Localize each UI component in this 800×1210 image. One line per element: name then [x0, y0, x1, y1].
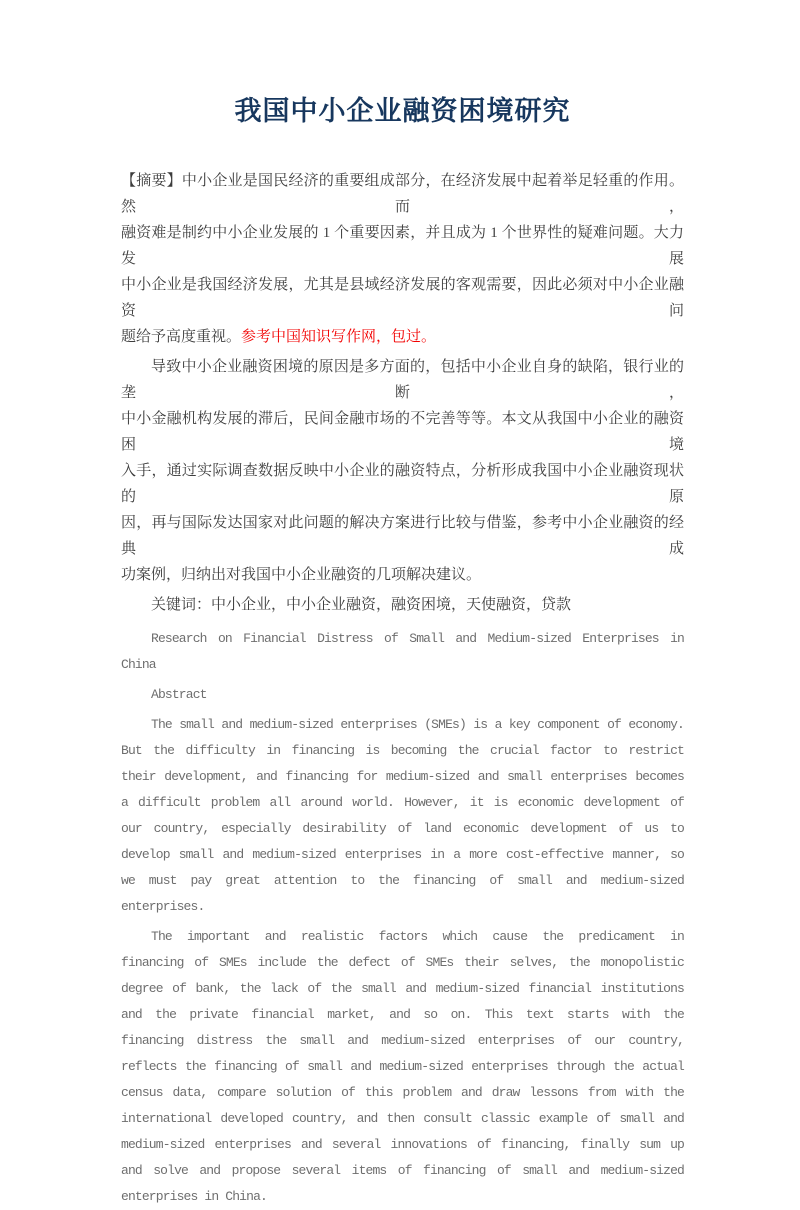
text-line: a difficult problem all around world. However, it is economic development of [121, 795, 684, 810]
text-line: our country, especially desirability of land economic development of us to [121, 821, 684, 836]
text-line: China [121, 657, 156, 672]
abstract-paragraph-zh [121, 168, 684, 350]
text-line: 导致中小企业融资困境的原因是多方面的，包括中小企业自身的缺陷，银行业的垄断， [121, 359, 684, 401]
text-line: develop small and medium-sized enterprises in a more cost-effective manner, so [121, 847, 684, 862]
text-line: Research on Financial Distress of Small and Medium-sized Enterprises in [151, 631, 684, 646]
text-line: 因，再与国际发达国家对此问题的解决方案进行比较与借鉴，参考中小企业融资的经典成 [121, 515, 684, 557]
text-line: 中小企业是我国经济发展，尤其是县域经济发展的客观需要，因此必须对中小企业融资问 [121, 277, 684, 319]
intro-paragraph-zh [121, 354, 684, 588]
text-line: financing distress the small and medium-sized enterprises of our country, [121, 1033, 684, 1048]
text-line: 入手，通过实际调查数据反映中小企业的融资特点，分析形成我国中小企业融资现状的原 [121, 463, 684, 505]
text-line: reflects the financing of small and medium-sized enterprises through the actual [121, 1059, 684, 1074]
english-abstract-paragraph-1 [121, 712, 684, 920]
text-line: The small and medium-sized enterprises (SMEs) is a key component of economy. [151, 717, 684, 732]
english-abstract-paragraph-2 [121, 924, 684, 1210]
text-line: and solve and propose several items of financing of small and medium-sized [121, 1163, 684, 1178]
text-line: their development, and financing for medium-sized and small enterprises becomes [121, 769, 684, 784]
text-line: census data, compare solution of this problem and draw lessons from with the [121, 1085, 684, 1100]
abstract-label: Abstract [151, 687, 207, 702]
text-line: enterprises in China. [121, 1189, 267, 1204]
text-line: 功案例，归纳出对我国中小企业融资的几项解决建议。 [121, 567, 482, 583]
text-line: 融资难是制约中小企业发展的 1 个重要因素，并且成为 1 个世界性的疑难问题。大力发展 [121, 225, 684, 267]
red-promo-link[interactable]: 参考中国知识写作网，包过。 [241, 329, 437, 345]
english-title [121, 626, 684, 678]
abstract-justified-lines [121, 168, 684, 324]
page-title: 我国中小企业融资困境研究 [234, 96, 571, 126]
text-line: degree of bank, the lack of the small and medium-sized financial institutions [121, 981, 684, 996]
abstract-last-line [121, 324, 684, 350]
text-line: medium-sized enterprises and several innovations of financing, finally sum up [121, 1137, 684, 1152]
keywords-line: 关键词：中小企业，中小企业融资，融资困境，天使融资，贷款 [151, 597, 572, 613]
text-line: 中小金融机构发展的滞后，民间金融市场的不完善等等。本文从我国中小企业的融资困境 [121, 411, 684, 453]
text-line: international developed country, and then consult classic example of small and [121, 1111, 684, 1126]
text-line: But the difficulty in financing is becoming the crucial factor to restrict [121, 743, 684, 758]
text-line: enterprises. [121, 899, 205, 914]
text-line: we must pay great attention to the financing of small and medium-sized [121, 873, 684, 888]
text-line: financing of SMEs include the defect of SMEs their selves, the monopolistic [121, 955, 684, 970]
text-line: and the private financial market, and so on. This text starts with the [121, 1007, 684, 1022]
text-line: 【摘要】中小企业是国民经济的重要组成部分，在经济发展中起着举足轻重的作用。然而， [121, 173, 684, 215]
text-line: The important and realistic factors which cause the predicament in [151, 929, 684, 944]
abstract-tail-text: 题给予高度重视。 [121, 329, 242, 345]
